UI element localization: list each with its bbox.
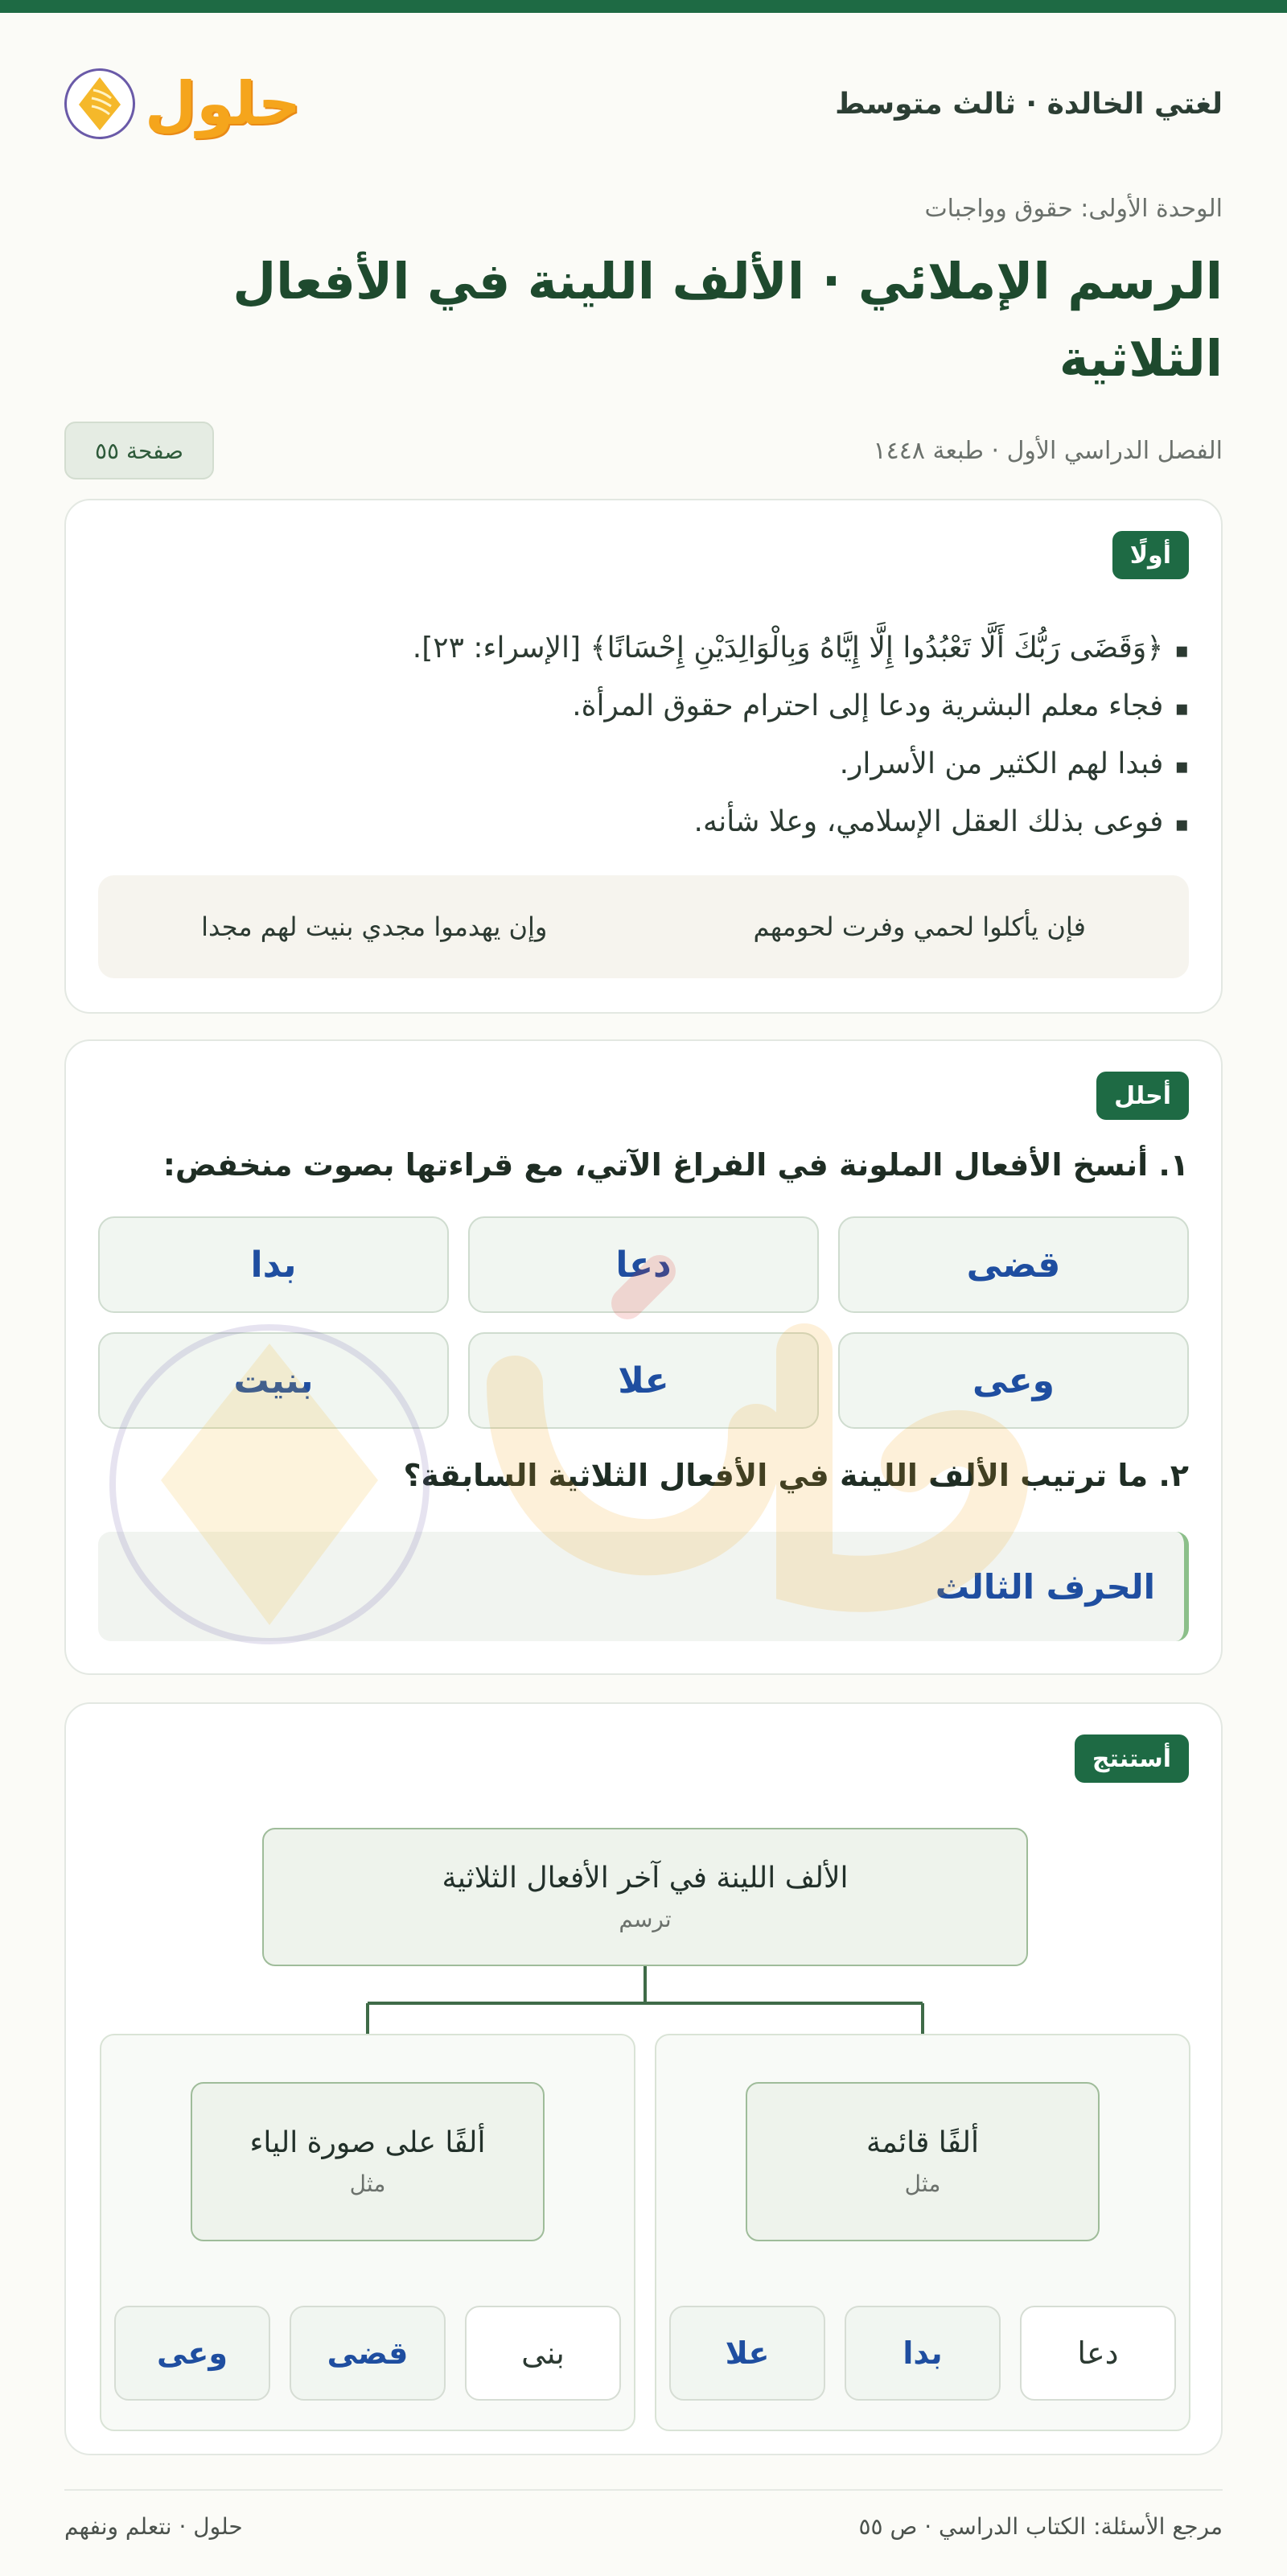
- example-leaf: علا: [669, 2306, 825, 2401]
- verb-cell: علا: [468, 1332, 819, 1429]
- verbs-grid: [98, 1216, 1189, 1429]
- page-badge: صفحة ٥٥: [64, 422, 214, 479]
- book-title: لغتي الخالدة · ثالث متوسط: [835, 87, 1223, 121]
- hemistich-first: فإن يأكلوا لحمي وفرت لحومهم: [753, 911, 1086, 942]
- root-title: الألف اللينة في آخر الأفعال الثلاثية: [442, 1862, 849, 1895]
- logo-wordmark: حلول: [145, 69, 302, 138]
- section-first-card: [64, 499, 1223, 1014]
- question-1: ١. أنسخ الأفعال الملونة في الفراغ الآتي، مع قراءتها بصوت منخفض:: [162, 1147, 1189, 1183]
- example-leaf: قضى: [290, 2306, 446, 2401]
- branch-sub: مثل: [904, 2171, 941, 2197]
- upright-alif-node: [746, 2082, 1100, 2241]
- ya-form-alif-node: [191, 2082, 545, 2241]
- lesson-title: الرسم الإملائي · الألف اللينة في الأفعال الثلاثية: [232, 252, 1223, 388]
- branch-title: ألفًا قائمة: [866, 2126, 979, 2159]
- sentences-list: [98, 619, 1189, 851]
- example-leaf: بدا: [845, 2306, 1001, 2401]
- lesson-meta: [0, 420, 1287, 481]
- section-analyze-card: [64, 1039, 1223, 1675]
- root-sub: ترسم: [619, 1906, 672, 1932]
- list-item: ▪ فبدا لهم الكثير من الأسرار.: [98, 735, 1189, 793]
- footer-brand[interactable]: حلول · نتعلم ونفهم: [64, 2512, 243, 2540]
- verb-cell: دعا: [468, 1216, 819, 1313]
- verb-cell: وعى: [838, 1332, 1189, 1429]
- example-leaf: دعا: [1020, 2306, 1176, 2401]
- brand-logo[interactable]: [64, 68, 301, 139]
- page-footer: [64, 2489, 1223, 2562]
- branch-sub: مثل: [349, 2171, 386, 2197]
- example-leaf: وعى: [114, 2306, 270, 2401]
- example-leaf: بنى: [465, 2306, 621, 2401]
- footer-reference: مرجع الأسئلة: الكتاب الدراسي · ص ٥٥: [858, 2512, 1223, 2540]
- section-badge: أستنتج: [1075, 1734, 1189, 1783]
- answer-box: الحرف الثالث: [98, 1532, 1189, 1641]
- hemistich-second: وإن يهدموا مجدي بنيت لهم مجدا: [201, 911, 548, 942]
- section-conclude-card: [64, 1702, 1223, 2455]
- poem-verse: [98, 875, 1189, 978]
- question-2: ٢. ما ترتيب الألف اللينة في الأفعال الثلاثية السابقة؟: [403, 1458, 1189, 1493]
- verb-cell: بنيت: [98, 1332, 449, 1429]
- app-header: [0, 13, 1287, 195]
- list-item: ▪ فوعى بذلك العقل الإسلامي، وعلا شأنه.: [98, 793, 1189, 851]
- list-item: ▪ فجاء معلم البشرية ودعا إلى احترام حقوق المرأة.: [98, 677, 1189, 735]
- verb-cell: بدا: [98, 1216, 449, 1313]
- verb-cell: قضى: [838, 1216, 1189, 1313]
- list-item: ▪ ﴿وَقَضَى رَبُّكَ أَلَّا تَعْبُدُوا إِلَّا إِيَّاهُ وَبِالْوَالِدَيْنِ إِحْسَانًا﴾ [الإسراء: ٢٣].: [98, 619, 1189, 677]
- book-icon: [64, 68, 135, 139]
- branch-title: ألفًا على صورة الياء: [249, 2126, 486, 2159]
- section-badge: أحلل: [1096, 1072, 1189, 1120]
- section-badge: أولًا: [1112, 531, 1189, 579]
- tree-root-node: [262, 1828, 1028, 1966]
- unit-label: الوحدة الأولى: حقوق وواجبات: [924, 195, 1223, 223]
- term-edition: الفصل الدراسي الأول · طبعة ١٤٤٨: [873, 436, 1223, 465]
- top-accent-bar: [0, 0, 1287, 13]
